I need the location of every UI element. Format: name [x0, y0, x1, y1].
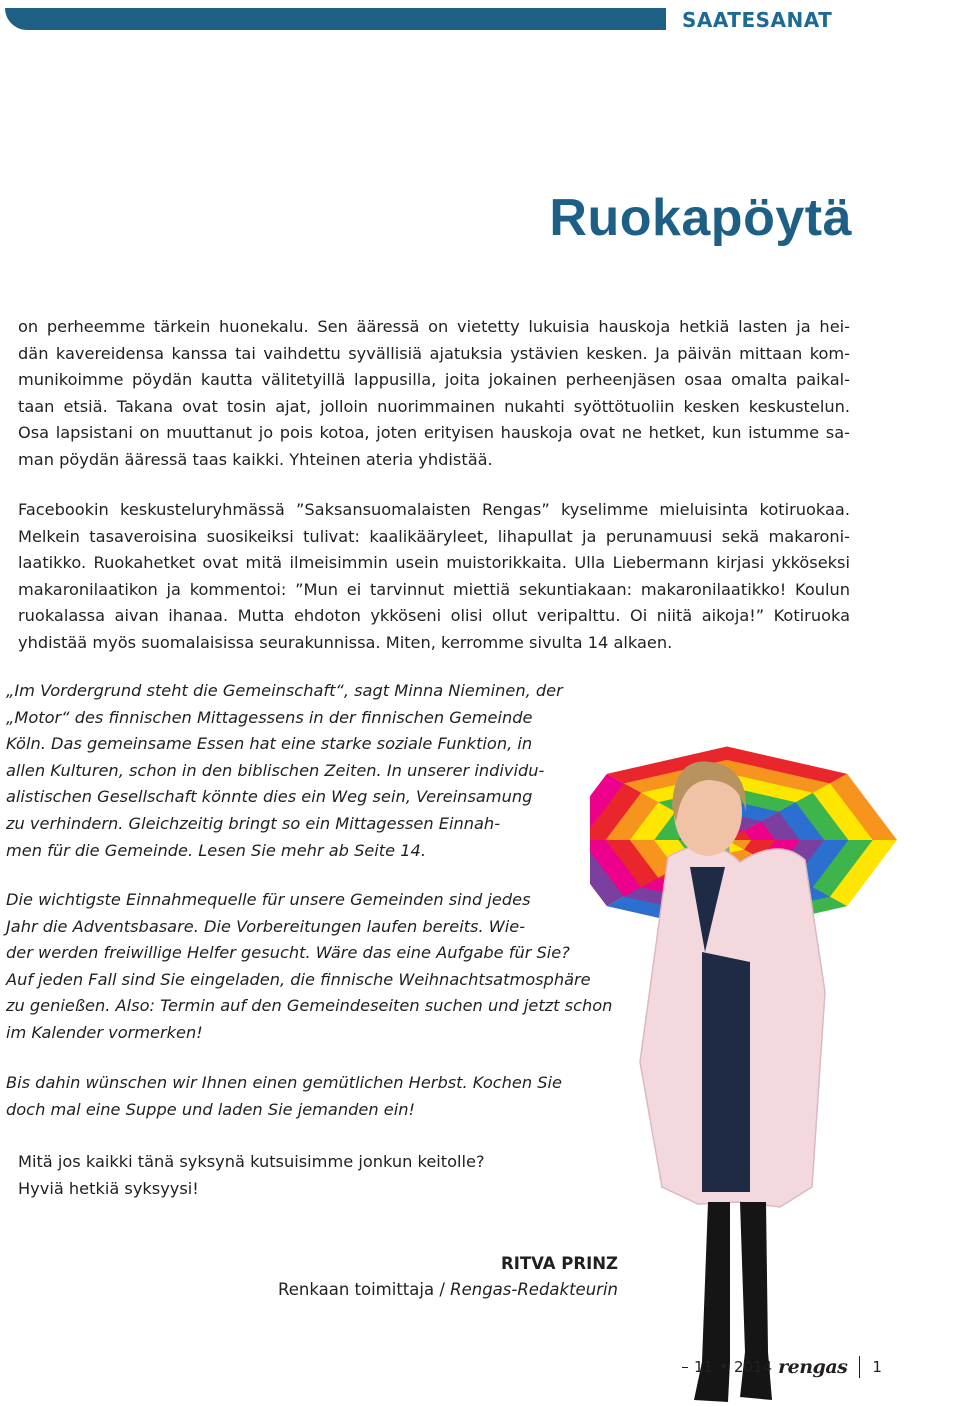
- text-line: Auf jeden Fall sind Sie eingeladen, die finnische Weihnachtsatmosphäre: [6, 969, 591, 989]
- text-line: doch mal eine Suppe und laden Sie jemanden ein!: [6, 1099, 415, 1119]
- text-line: Osa lapsistani on muuttanut jo pois kotoa, joten erityisen hauskoja ovat ne hetket, kun istumme sa-: [18, 423, 850, 443]
- footer-rule: [682, 1367, 688, 1368]
- german-paragraph-2: [6, 887, 612, 1047]
- page-title: Ruokapöytä: [549, 189, 852, 247]
- signature-name: RITVA PRINZ: [501, 1254, 618, 1273]
- dress: [702, 952, 750, 1192]
- header-bar: [5, 8, 666, 30]
- text-line: man pöydän ääressä taas kaikki. Yhteinen ateria yhdistää.: [18, 449, 493, 469]
- finnish-paragraph-1: [18, 314, 850, 474]
- text-line: Bis dahin wünschen wir Ihnen einen gemütlichen Herbst. Kochen Sie: [6, 1073, 562, 1092]
- signature-role-de: Rengas-Redakteurin: [450, 1280, 618, 1299]
- text-line: Facebookin keskusteluryhmässä ”Saksansuomalaisten Rengas” kyselimme mieluisinta kotiruokaa.: [18, 500, 850, 519]
- text-line: im Kalender vormerken!: [6, 1022, 203, 1042]
- footer-divider: [859, 1356, 860, 1378]
- page-footer: [682, 1356, 882, 1378]
- closing-lines: [18, 1149, 485, 1202]
- page-number: 1: [872, 1358, 882, 1376]
- text-line: zu genießen. Also: Termin auf den Gemeindeseiten suchen und jetzt schon: [6, 996, 613, 1016]
- text-line: „Motor“ des finnischen Mittagessens in der finnischen Gemeinde: [6, 707, 533, 727]
- text-line: Jahr die Adventsbasare. Die Vorbereitungen laufen bereits. Wie-: [6, 916, 526, 936]
- finnish-paragraph-2: [18, 497, 850, 657]
- text-line: makaronilaatikon ja kommentoi: ”Mun ei tarvinnut miettiä sekuntiakaan: makaronilaatikko! Koulun: [18, 579, 850, 599]
- woman-with-umbrella-photo: [590, 662, 960, 1407]
- text-line: Köln. Das gemeinsame Essen hat eine starke soziale Funktion, in: [6, 734, 533, 754]
- text-line: Mitä jos kaikki tänä syksynä kutsuisimme jonkun keitolle?: [18, 1152, 485, 1171]
- text-line: allen Kulturen, schon in den biblischen Zeiten. In unserer individu-: [6, 760, 545, 780]
- text-line: dän kavereidensa kanssa tai vaihdettu syvällisiä ajatuksia ystävien kesken. Ja päivän mittaan kom-: [18, 343, 850, 363]
- text-line: men für die Gemeinde. Lesen Sie mehr ab Seite 14.: [6, 840, 426, 860]
- rengas-logo: rengas: [778, 1356, 848, 1378]
- text-line: alistischen Gesellschaft könnte dies ein Weg sein, Vereinsamung: [6, 787, 533, 807]
- text-line: on perheemme tärkein huonekalu. Sen ääressä on vietetty lukuisia hauskoja hetkiä lasten ja hei-: [18, 317, 850, 336]
- german-paragraph-3: [6, 1070, 562, 1123]
- text-line: „Im Vordergrund steht die Gemeinschaft“, sagt Minna Nieminen, der: [6, 681, 563, 700]
- issue-number: 11: [694, 1358, 714, 1376]
- text-line: ruokalassa aivan ihanaa. Mutta ehdoton ykköseni olisi ollut veripalttu. Oi niitä aikoja!” Kotiruoka: [18, 606, 850, 626]
- issue-year: 2014: [733, 1358, 773, 1376]
- text-line: munikoimme pöydän kautta välitetyillä lappusilla, joita jokainen perheenjäsen osaa omalta paikal-: [18, 370, 850, 390]
- text-line: laatikko. Ruokahetket ovat mitä ilmeisimmin usein muistorikkaita. Ulla Liebermann kirjasi ykköseksi: [18, 553, 850, 573]
- text-line: yhdistää myös suomalaisissa seurakunnissa. Miten, kerromme sivulta 14 alkaen.: [18, 632, 673, 652]
- german-paragraph-1: [6, 678, 563, 864]
- signature-role: [278, 1280, 618, 1299]
- text-line: zu verhindern. Gleichzeitig bringt so ein Mittagessen Einnah-: [6, 813, 501, 833]
- footer-bullet: •: [719, 1358, 728, 1376]
- signature-role-fi: Renkaan toimittaja /: [278, 1280, 451, 1299]
- text-line: taan etsiä. Takana ovat tosin ajat, jolloin nuorimmainen nukahti syöttötuoliin kesken keskustelun.: [18, 396, 850, 416]
- text-line: Melkein tasaveroisina suosikeiksi tulivat: kaalikääryleet, lihapullat ja perunamuusi sekä makaroni-: [18, 526, 850, 546]
- section-label: SAATESANAT: [682, 8, 833, 32]
- text-line: der werden freiwillige Helfer gesucht. Wäre das eine Aufgabe für Sie?: [6, 943, 570, 963]
- text-line: Die wichtigste Einnahmequelle für unsere Gemeinden sind jedes: [6, 890, 531, 909]
- text-line: Hyviä hetkiä syksyysi!: [18, 1178, 199, 1198]
